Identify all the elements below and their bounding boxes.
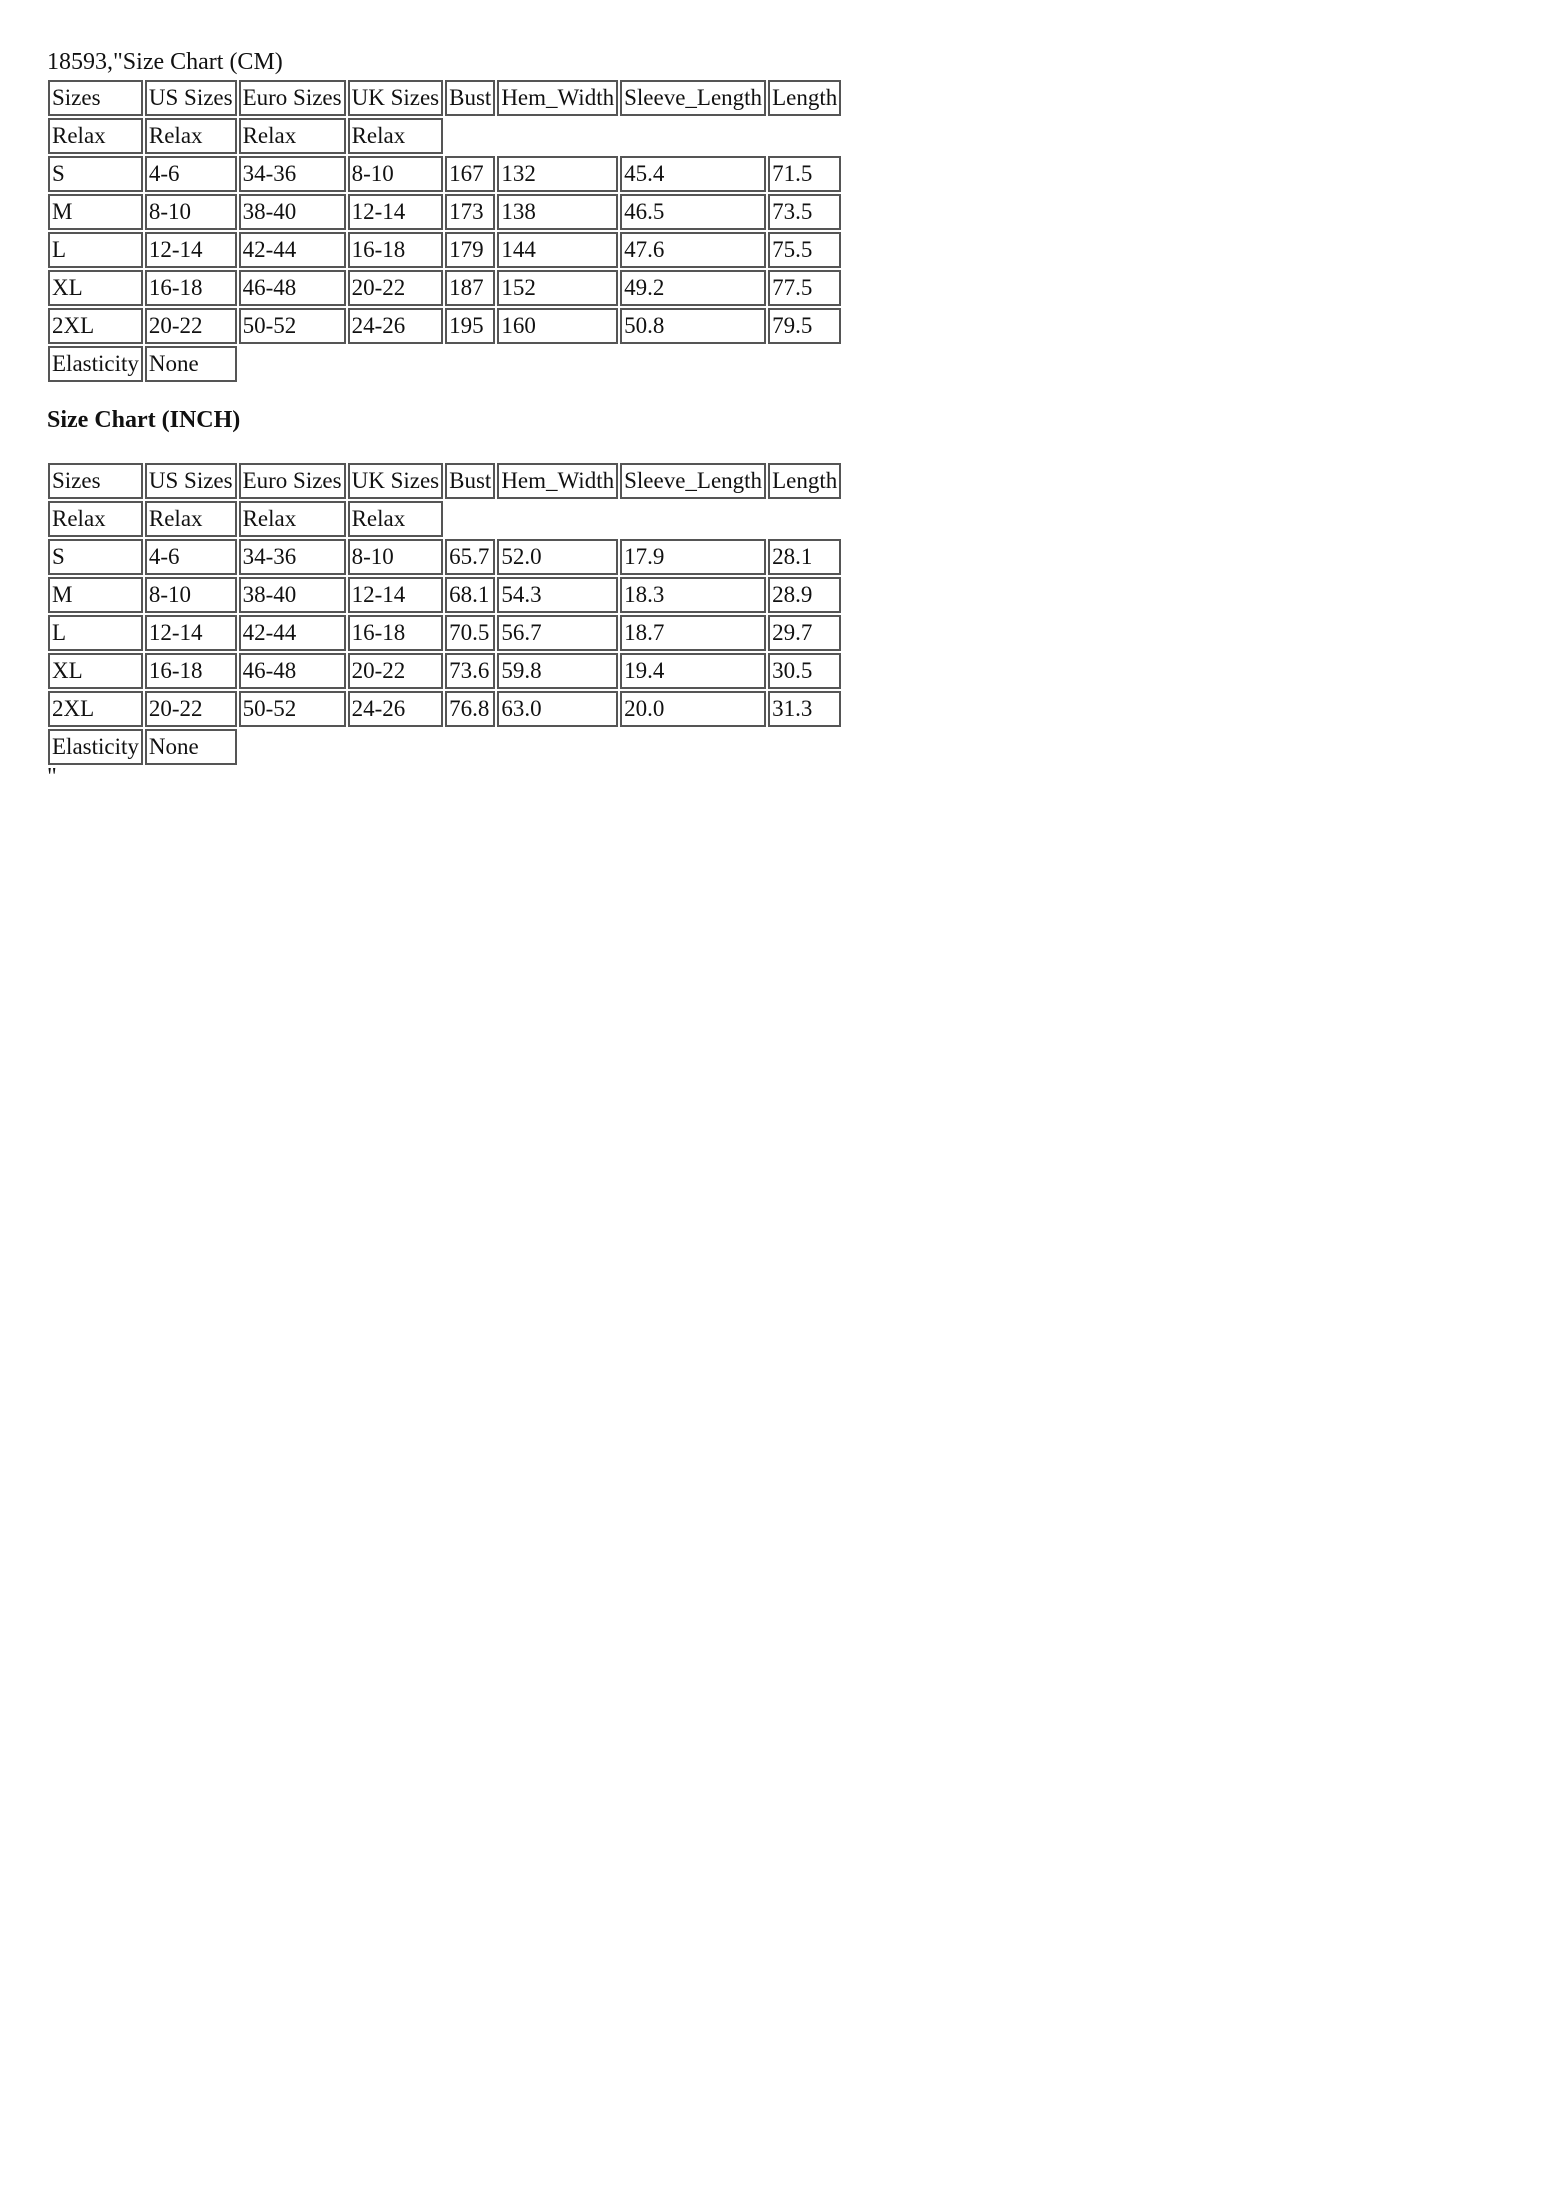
header-cell: Euro Sizes: [239, 80, 346, 116]
table-row: [48, 270, 841, 306]
header-cell: US Sizes: [145, 463, 237, 499]
header-cell: Length: [768, 80, 841, 116]
size-chart-cm-table: [46, 78, 843, 384]
table-cell: 195: [445, 308, 495, 344]
table-cell: S: [48, 156, 143, 192]
table-cell: 16-18: [348, 615, 444, 651]
table-cell: XL: [48, 653, 143, 689]
size-chart-inch-table: [46, 461, 843, 767]
table-cell: 138: [497, 194, 618, 230]
header-cell: Length: [768, 463, 841, 499]
table-cell: 46.5: [620, 194, 766, 230]
table-cell: 54.3: [497, 577, 618, 613]
header-cell: Hem_Width: [497, 463, 618, 499]
table-row: [48, 308, 841, 344]
table-cell: M: [48, 194, 143, 230]
table-cell: 18.3: [620, 577, 766, 613]
table-cell: 20-22: [348, 270, 444, 306]
table-cell: 167: [445, 156, 495, 192]
table-cell: 28.9: [768, 577, 841, 613]
fit-cell: Relax: [145, 118, 237, 154]
elasticity-label: Elasticity: [48, 729, 143, 765]
table-cell: 8-10: [348, 156, 444, 192]
table-cell: 12-14: [145, 232, 237, 268]
table-cell: 50.8: [620, 308, 766, 344]
table-cell: 20-22: [145, 691, 237, 727]
header-cell: Euro Sizes: [239, 463, 346, 499]
header-cell: Sizes: [48, 463, 143, 499]
table-cell: 46-48: [239, 653, 346, 689]
table-cell: XL: [48, 270, 143, 306]
fit-cell: Relax: [48, 501, 143, 537]
table-header-row: [48, 80, 841, 116]
header-cell: Bust: [445, 463, 495, 499]
table-cell: 24-26: [348, 691, 444, 727]
table-cell: L: [48, 232, 143, 268]
inch-section-heading: Size Chart (INCH): [47, 407, 241, 433]
table-cell: 152: [497, 270, 618, 306]
header-cell: Sleeve_Length: [620, 80, 766, 116]
elasticity-row: [48, 729, 841, 765]
table-cell: 160: [497, 308, 618, 344]
table-row: [48, 194, 841, 230]
table-cell: 29.7: [768, 615, 841, 651]
table-cell: 77.5: [768, 270, 841, 306]
table-cell: 8-10: [348, 539, 444, 575]
table-cell: 18.7: [620, 615, 766, 651]
fit-cell: Relax: [348, 118, 444, 154]
table-cell: 12-14: [145, 615, 237, 651]
table-row: [48, 691, 841, 727]
table-header-row: [48, 463, 841, 499]
table-cell: 45.4: [620, 156, 766, 192]
table-cell: 2XL: [48, 691, 143, 727]
closing-quote-mark: ": [47, 764, 57, 790]
elasticity-label: Elasticity: [48, 346, 143, 382]
table-cell: 16-18: [145, 653, 237, 689]
fit-row: [48, 118, 841, 154]
table-cell: 52.0: [497, 539, 618, 575]
header-cell: Bust: [445, 80, 495, 116]
table-row: [48, 539, 841, 575]
empty-cell: [445, 118, 841, 154]
table-row: [48, 577, 841, 613]
table-cell: 46-48: [239, 270, 346, 306]
empty-cell: [239, 346, 842, 382]
table-row: [48, 156, 841, 192]
table-cell: 4-6: [145, 539, 237, 575]
table-cell: 34-36: [239, 156, 346, 192]
table-cell: 50-52: [239, 308, 346, 344]
fit-cell: Relax: [239, 501, 346, 537]
table-cell: 20-22: [348, 653, 444, 689]
table-cell: 70.5: [445, 615, 495, 651]
elasticity-value: None: [145, 729, 237, 765]
table-cell: 28.1: [768, 539, 841, 575]
table-cell: M: [48, 577, 143, 613]
header-cell: Hem_Width: [497, 80, 618, 116]
table-cell: 19.4: [620, 653, 766, 689]
fit-row: [48, 501, 841, 537]
table-cell: 65.7: [445, 539, 495, 575]
table-cell: 49.2: [620, 270, 766, 306]
elasticity-row: [48, 346, 841, 382]
page-title: 18593,"Size Chart (CM): [47, 49, 283, 75]
table-cell: 8-10: [145, 194, 237, 230]
table-cell: 24-26: [348, 308, 444, 344]
table-cell: 4-6: [145, 156, 237, 192]
table-cell: 187: [445, 270, 495, 306]
table-cell: 73.5: [768, 194, 841, 230]
table-cell: 38-40: [239, 577, 346, 613]
table-cell: 63.0: [497, 691, 618, 727]
table-cell: 179: [445, 232, 495, 268]
table-cell: 16-18: [348, 232, 444, 268]
header-cell: UK Sizes: [348, 80, 444, 116]
fit-cell: Relax: [48, 118, 143, 154]
table-cell: 17.9: [620, 539, 766, 575]
table-row: [48, 653, 841, 689]
table-cell: 30.5: [768, 653, 841, 689]
table-cell: 79.5: [768, 308, 841, 344]
table-cell: 59.8: [497, 653, 618, 689]
fit-cell: Relax: [145, 501, 237, 537]
empty-cell: [239, 729, 842, 765]
table-cell: 68.1: [445, 577, 495, 613]
header-cell: US Sizes: [145, 80, 237, 116]
table-cell: 47.6: [620, 232, 766, 268]
header-cell: UK Sizes: [348, 463, 444, 499]
header-cell: Sizes: [48, 80, 143, 116]
header-cell: Sleeve_Length: [620, 463, 766, 499]
table-row: [48, 615, 841, 651]
table-cell: 42-44: [239, 615, 346, 651]
table-cell: 144: [497, 232, 618, 268]
table-cell: 56.7: [497, 615, 618, 651]
elasticity-value: None: [145, 346, 237, 382]
table-cell: 132: [497, 156, 618, 192]
table-cell: 20-22: [145, 308, 237, 344]
table-cell: 12-14: [348, 194, 444, 230]
table-cell: 38-40: [239, 194, 346, 230]
table-cell: 76.8: [445, 691, 495, 727]
table-cell: 75.5: [768, 232, 841, 268]
fit-cell: Relax: [239, 118, 346, 154]
table-cell: S: [48, 539, 143, 575]
table-cell: 2XL: [48, 308, 143, 344]
table-cell: 42-44: [239, 232, 346, 268]
empty-cell: [445, 501, 841, 537]
table-cell: 34-36: [239, 539, 346, 575]
table-cell: 12-14: [348, 577, 444, 613]
table-cell: 8-10: [145, 577, 237, 613]
table-cell: 20.0: [620, 691, 766, 727]
table-cell: 50-52: [239, 691, 346, 727]
table-cell: 73.6: [445, 653, 495, 689]
table-cell: 16-18: [145, 270, 237, 306]
table-row: [48, 232, 841, 268]
table-cell: 173: [445, 194, 495, 230]
fit-cell: Relax: [348, 501, 444, 537]
table-cell: 71.5: [768, 156, 841, 192]
table-cell: 31.3: [768, 691, 841, 727]
table-cell: L: [48, 615, 143, 651]
